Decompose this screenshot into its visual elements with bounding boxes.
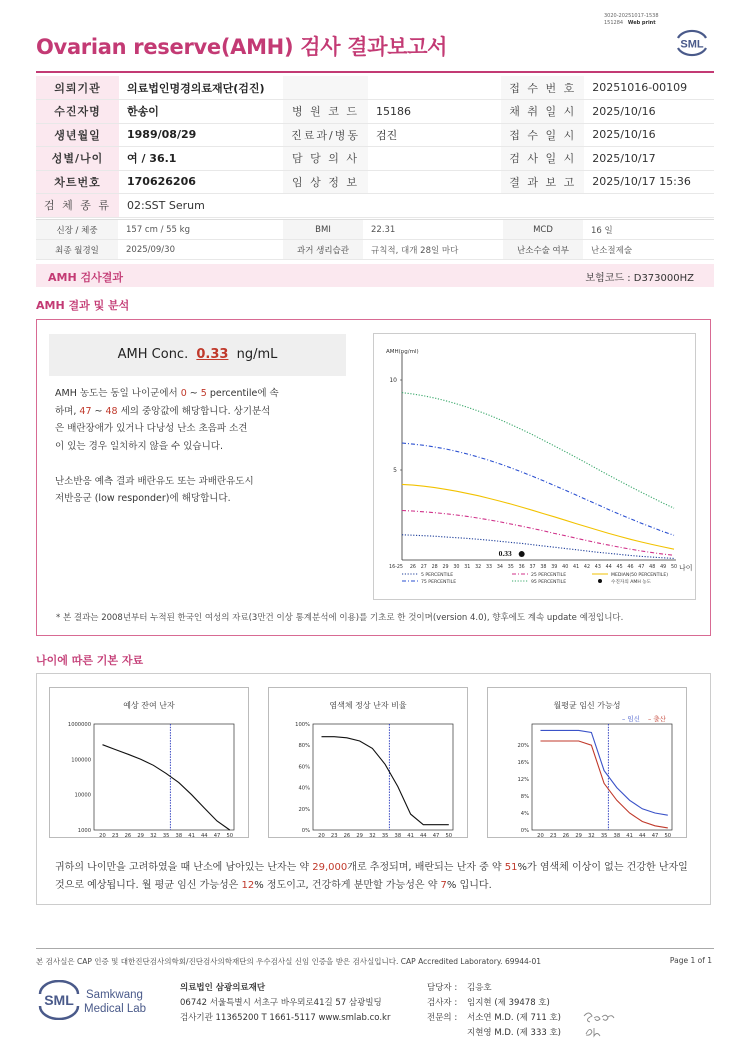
info-row (36, 147, 714, 171)
sml-logo (672, 26, 712, 60)
result-header-bar (36, 264, 714, 287)
x-tick-label: 30 (453, 565, 460, 570)
x-tick-label: 26 (409, 565, 416, 570)
patient-point (519, 551, 525, 557)
x-tick-label: 45 (616, 565, 623, 570)
x-tick-label: 49 (660, 565, 667, 570)
x-tick-label: 47 (432, 833, 440, 837)
x-tick-label: 44 (200, 833, 208, 837)
age-summary-text (55, 859, 695, 895)
y-tick-label: 20% (298, 806, 310, 813)
x-tick-label: 38 (613, 833, 621, 837)
y-tick-label: 20% (517, 743, 529, 750)
x-tick-label: 26 (562, 833, 570, 837)
y-tick-label: 1000000 (67, 722, 91, 728)
y-tick-label: 10 (389, 377, 397, 384)
accreditation-note: 본 검사실은 CAP 인증 및 대한진단검사의학회/진단검사의학재단의 우수검사실 신임 인증을 받은 검사실입니다. CAP Accredited Laboratory. 69944-01 (36, 957, 542, 966)
x-tick-label: 39 (551, 565, 558, 570)
summary-part: 것으로 예상됩니다. 월 평균 임신 가능성은 (55, 880, 242, 891)
x-tick-label: 50 (226, 833, 234, 837)
info-label: 검 사 일 시 (501, 147, 584, 171)
y-tick-label: 60% (298, 764, 310, 771)
analysis-text-part: 난소반응 예측 결과 배란유도 또는 과배란유도시 (55, 475, 254, 487)
y-tick-label: 100000 (71, 757, 91, 764)
x-tick-label: 44 (638, 833, 646, 837)
y-tick-label: 4% (520, 811, 529, 818)
org-name: 의료법인 삼광의료재단 (180, 983, 266, 993)
clinical-value: 2025/09/30 (118, 240, 283, 260)
clinical-value: 157 cm / 55 kg (118, 220, 283, 240)
info-value (368, 170, 501, 194)
series-line (541, 730, 668, 815)
conc-unit: ng/mL (236, 347, 278, 362)
mini-chart-title: 월평균 임신 가능성 (553, 701, 621, 710)
analysis-text-part: ~ (91, 405, 106, 417)
info-value (368, 147, 501, 171)
info-label: 차트번호 (36, 170, 119, 194)
info-value: 2025/10/16 (584, 123, 714, 147)
y-tick-label: 5 (393, 467, 397, 474)
analysis-text-part: 세의 중앙값에 해당합니다. 상기분석 (117, 405, 271, 417)
analysis-text (55, 385, 345, 508)
x-tick-label: 23 (330, 833, 338, 837)
y-tick-label: 10000 (74, 792, 91, 799)
x-tick-label: 36 (518, 565, 525, 570)
y-tick-label: 1000 (77, 828, 91, 834)
remaining-eggs-chart-box (49, 687, 249, 838)
info-value: 여 / 36.1 (119, 147, 283, 171)
clinical-label: 난소수술 여부 (503, 240, 583, 260)
y-tick-label: 0% (520, 828, 529, 834)
series-line (402, 511, 674, 559)
org-address: 06742 서울특별시 서초구 바우뫼로41길 57 삼광빌딩 (180, 998, 382, 1008)
summary-part: 개로 추정되며, 배란되는 난자 중 약 (347, 862, 505, 873)
x-tick-label: 47 (638, 565, 645, 570)
info-label: 성별/나이 (36, 147, 119, 171)
staff-row (427, 981, 561, 996)
org-contact: 검사기관 11365200 T 1661-5117 www.smlab.co.kr (180, 1013, 391, 1023)
legend-label: 25 PERCENTILE (531, 573, 567, 578)
staff-name: 임지현 (제 39478 호) (467, 998, 550, 1008)
x-tick-label: 48 (649, 565, 656, 570)
y-tick-label: 8% (520, 794, 529, 801)
x-tick-label: 50 (445, 833, 453, 837)
x-tick-label: 47 (213, 833, 221, 837)
info-label: 검 체 종 류 (36, 194, 119, 218)
y-tick-label: 100% (295, 722, 310, 728)
plot-frame (94, 724, 234, 830)
info-row (36, 123, 714, 147)
info-label: 진료과/병동 (283, 123, 368, 147)
info-value: 15186 (368, 100, 501, 124)
x-tick-label: 47 (651, 833, 659, 837)
clinical-value: 22.31 (363, 220, 503, 240)
clinical-info-table (36, 219, 714, 260)
info-row (36, 170, 714, 194)
info-label: 접 수 번 호 (501, 76, 584, 100)
remaining-eggs-chart (50, 688, 248, 837)
x-tick-label: 41 (573, 565, 580, 570)
normal-eggs-chart (269, 688, 467, 837)
staff-name: 김응호 (467, 983, 492, 993)
pregnancy-chart (488, 688, 686, 837)
series-line (541, 741, 668, 828)
mini-chart-title: 예상 잔여 난자 (123, 701, 175, 710)
remaining-eggs-value: 29,000 (312, 862, 348, 873)
x-tick-label: 38 (175, 833, 183, 837)
x-tick-label: 41 (407, 833, 414, 837)
normal-eggs-chart-box (268, 687, 468, 838)
info-label: 생년월일 (36, 123, 119, 147)
x-tick-label: 44 (605, 565, 612, 570)
legend-label: MEDIAN(50 PERCENTILE) (611, 573, 669, 578)
staff-name: 서소연 M.D. (제 711 호) (467, 1013, 562, 1023)
page-number: Page 1 of 1 (669, 956, 712, 965)
staff-row (427, 1026, 561, 1041)
percentile-low: 0 (180, 388, 187, 399)
staff-list (427, 981, 561, 1041)
analysis-text-part: ~ (186, 388, 201, 399)
legend-point-icon (598, 579, 602, 583)
info-label: 담 당 의 사 (283, 147, 368, 171)
info-value: 170626206 (119, 170, 283, 194)
series-line (322, 737, 449, 825)
info-value: 2025/10/17 (584, 147, 714, 171)
x-tick-label: 26 (124, 833, 132, 837)
x-tick-label: 20 (537, 833, 544, 837)
info-value: 한송이 (119, 100, 283, 124)
x-axis-label: 나이 (679, 564, 693, 572)
analysis-text-part: 은 배란장애가 있거나 다낭성 난소 초음파 소견 (55, 423, 248, 434)
clinical-label: 과거 생리습관 (283, 240, 363, 260)
amh-concentration-box (49, 334, 346, 376)
x-tick-label: 20 (99, 833, 106, 837)
amh-percentile-chart (374, 334, 695, 599)
x-tick-label: 27 (420, 565, 427, 570)
clinical-row (36, 240, 714, 260)
x-tick-label: 38 (394, 833, 402, 837)
signature (580, 1008, 620, 1040)
logo-text: SML (680, 38, 704, 51)
info-label: 임 상 정 보 (283, 170, 368, 194)
series-line (103, 745, 230, 830)
patient-value-label: 0.33 (498, 549, 512, 559)
legend-label: 5 PERCENTILE (421, 573, 454, 578)
y-axis-label: AMH(ng/ml) (386, 349, 419, 355)
x-tick-label: 41 (188, 833, 195, 837)
logo-line: Samkwang (86, 989, 143, 1001)
series-line (402, 393, 674, 509)
x-tick-label: 32 (369, 833, 376, 837)
series-line (402, 484, 674, 549)
amh-percentile-chart-box (373, 333, 696, 600)
x-tick-label: 37 (529, 565, 536, 570)
info-value: 검진 (368, 123, 501, 147)
x-tick-label: 29 (442, 565, 449, 570)
x-tick-label: 31 (464, 565, 471, 570)
x-tick-label: 33 (485, 565, 493, 570)
series-line (402, 535, 674, 559)
birth-percent: 7 (440, 880, 447, 891)
info-value: 의료법인명경의료재단(검진) (119, 76, 283, 100)
summary-part: 귀하의 나이만을 고려하였을 때 난소에 남아있는 난자는 약 (55, 862, 313, 873)
info-row (36, 194, 714, 218)
plot-frame (313, 724, 453, 830)
y-tick-label: 16% (517, 760, 529, 767)
x-tick-label: 23 (549, 833, 557, 837)
x-tick-label: 23 (111, 833, 119, 837)
staff-row (427, 1011, 561, 1026)
legend-label: – 임신 (622, 715, 640, 723)
conc-label: AMH Conc. (117, 347, 189, 362)
clinical-value: 규칙적, 대개 28일 마다 (363, 240, 503, 260)
info-value: 1989/08/29 (119, 123, 283, 147)
x-tick-label: 29 (356, 833, 363, 837)
info-label: 결 과 보 고 (501, 170, 584, 194)
staff-role: 검사자 : (427, 998, 458, 1008)
footer-rule (36, 948, 714, 949)
info-value: 2025/10/17 15:36 (584, 170, 714, 194)
x-tick-label: 42 (583, 565, 591, 570)
info-label: 병 원 코 드 (283, 100, 368, 124)
clinical-label: 최종 월경일 (36, 240, 118, 260)
clinical-label: MCD (503, 220, 583, 240)
analysis-footnote: * 본 결과는 2008년부터 누적된 한국인 여성의 자료(3만건 이상 통계분석에 이용)를 기초로 한 것이며(version 4.0), 향후에도 계속 update 예정입니다. (56, 613, 624, 623)
analysis-text-part: AMH 농도는 동일 나이군에서 (55, 388, 181, 399)
summary-part: %가 염색체 이상이 없는 건강한 난자일 (517, 862, 688, 873)
x-tick-label: 35 (162, 833, 170, 837)
x-tick-label: 38 (540, 565, 547, 570)
x-tick-label: 35 (507, 565, 514, 570)
x-tick-label: 35 (600, 833, 608, 837)
age-section-title: 나이에 따른 기본 자료 (36, 654, 144, 667)
x-tick-label: 32 (150, 833, 157, 837)
info-row (36, 100, 714, 124)
x-tick-label: 50 (664, 833, 672, 837)
result-label: AMH 검사결과 (48, 271, 123, 284)
x-tick-label: 50 (670, 565, 678, 570)
summary-part: % 입니다. (446, 880, 492, 891)
samkwang-logo (36, 980, 166, 1020)
organization-info (180, 981, 390, 1026)
y-tick-label: 40% (298, 785, 310, 792)
legend-label: – 출산 (648, 715, 666, 723)
legend-label: 75 PERCENTILE (421, 580, 457, 585)
percentile-high: 5 (200, 388, 207, 399)
staff-role: 전문의 : (427, 1013, 458, 1023)
legend-label: 95 PERCENTILE (531, 580, 567, 585)
analysis-text-part: 이 있는 경우 일치하지 않을 수 있습니다. (55, 440, 223, 452)
normal-egg-percent: 51 (504, 862, 518, 873)
clinical-row (36, 220, 714, 240)
analysis-text-part: 하며, (55, 405, 80, 417)
logo-text: SML (44, 992, 74, 1008)
y-tick-label: 0% (301, 828, 310, 834)
staff-role: 담당자 : (427, 983, 458, 993)
report-code-line: 3020-20251017-1538 (604, 13, 659, 19)
x-tick-label: 34 (496, 565, 503, 570)
header-rule (36, 71, 714, 73)
mini-chart-title: 염색체 정상 난자 비율 (329, 701, 407, 710)
analysis-text-part: 저반응군 (low responder)에 해당합니다. (55, 493, 231, 504)
staff-name: 지현영 M.D. (제 333 호) (467, 1028, 562, 1038)
info-label: 채 취 일 시 (501, 100, 584, 124)
x-tick-label: 32 (588, 833, 595, 837)
y-tick-label: 80% (298, 743, 310, 750)
summary-part: % 정도이고, 건강하게 분만할 가능성은 약 (254, 880, 441, 891)
x-tick-label: 29 (575, 833, 582, 837)
analysis-section-title: AMH 결과 및 분석 (36, 299, 130, 312)
print-label: Web print (627, 20, 656, 26)
info-label: 의뢰기관 (36, 76, 119, 100)
info-value: 2025/10/16 (584, 100, 714, 124)
info-label: 수진자명 (36, 100, 119, 124)
report-code-line: 151284 (604, 20, 624, 26)
clinical-label: BMI (283, 220, 363, 240)
staff-row (427, 996, 561, 1011)
x-tick-label: 43 (594, 565, 601, 570)
page-title: Ovarian reserve(AMH) 검사 결과보고서 (36, 35, 448, 59)
legend-label: 수진자의 AMH 농도 (611, 580, 652, 585)
x-tick-label: 40 (562, 565, 569, 570)
x-tick-label: 29 (137, 833, 144, 837)
info-label (283, 76, 368, 100)
pregnancy-percent: 12 (241, 880, 255, 891)
x-tick-label: 35 (381, 833, 389, 837)
clinical-value: 난소절제술 (583, 240, 714, 260)
age-low: 47 (79, 405, 92, 417)
x-tick-label: 28 (431, 565, 438, 570)
report-code (604, 13, 704, 27)
info-value: 02:SST Serum (119, 194, 714, 218)
x-tick-label: 46 (627, 565, 634, 570)
logo-line: Medical Lab (84, 1003, 147, 1015)
y-tick-label: 12% (517, 777, 529, 784)
conc-value: 0.33 (196, 347, 229, 362)
x-tick-label: 26 (343, 833, 351, 837)
info-row (36, 76, 714, 100)
age-high: 48 (105, 405, 118, 417)
info-label: 접 수 일 시 (501, 123, 584, 147)
pregnancy-chart-box (487, 687, 687, 838)
patient-info-table (36, 76, 714, 218)
x-tick-label: 44 (419, 833, 427, 837)
analysis-text-part: percentile에 속 (206, 388, 279, 399)
insurance-code: 보험코드 : D373000HZ (585, 273, 694, 284)
logo-arc-icon (678, 31, 706, 38)
clinical-value: 16 일 (583, 220, 714, 240)
info-value: 20251016-00109 (584, 76, 714, 100)
info-value (368, 76, 501, 100)
x-tick-label: 20 (318, 833, 325, 837)
x-tick-label: 41 (626, 833, 633, 837)
clinical-label: 신장 / 체중 (36, 220, 118, 240)
x-tick-label: 32 (475, 565, 482, 570)
x-tick-label: 16-25 (389, 565, 403, 570)
